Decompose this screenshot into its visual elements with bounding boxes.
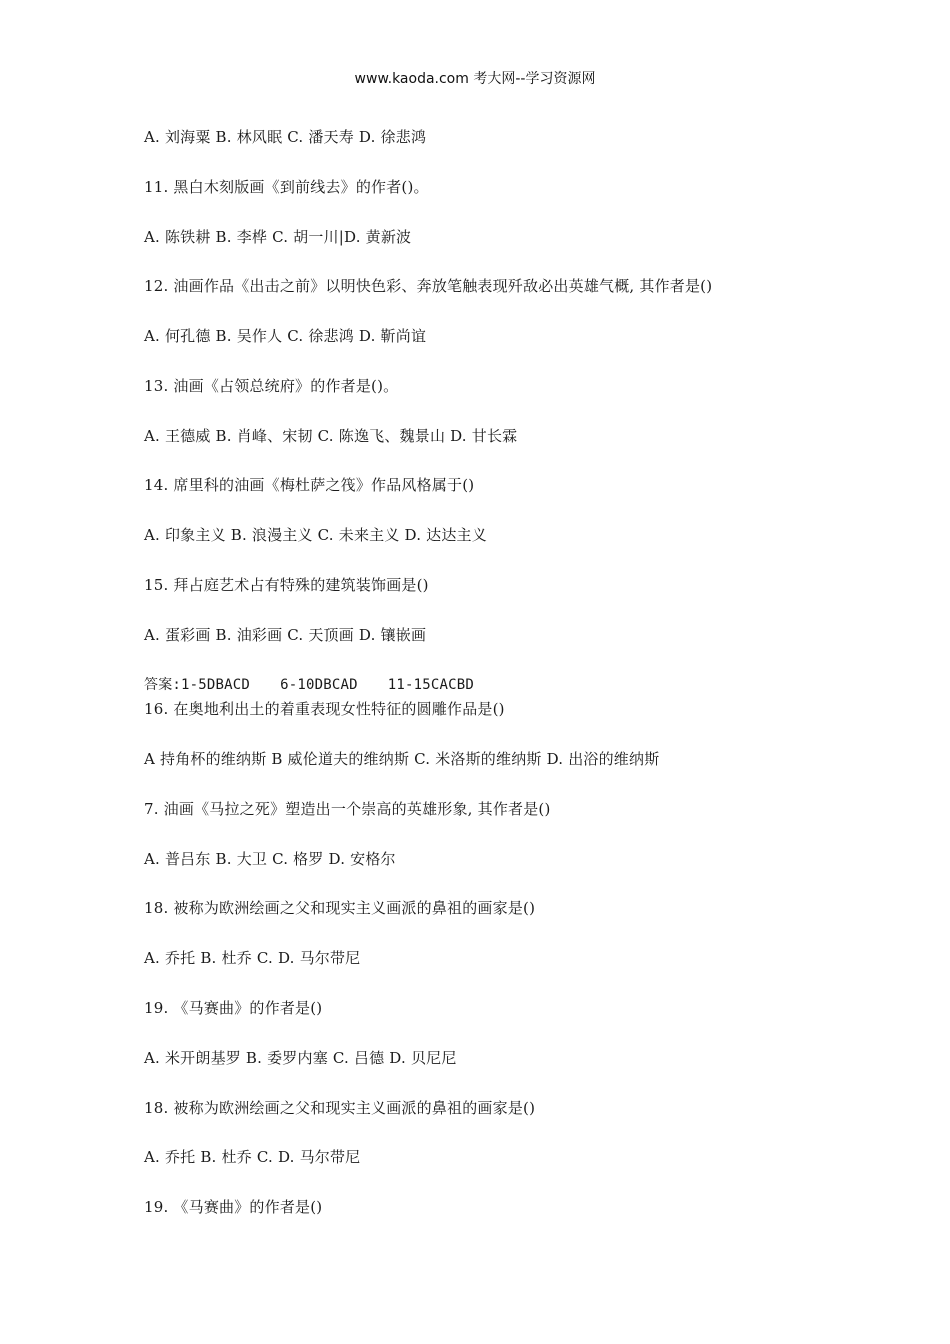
option-line: A. 普吕东 B. 大卫 C. 格罗 D. 安格尔 [144,850,396,868]
option-line: A. 王德威 B. 肖峰、宋韧 C. 陈逸飞、魏景山 D. 甘长霖 [144,427,518,445]
option-line: A 持角杯的维纳斯 B 威伦道夫的维纳斯 C. 米洛斯的维纳斯 D. 出浴的维纳斯 [144,750,660,768]
question-line: 19. 《马赛曲》的作者是() [144,1198,323,1216]
answer-group-1: 1-5DBACD [181,677,251,693]
question-line: 14. 席里科的油画《梅杜萨之筏》作品风格属于() [144,476,475,494]
option-line: A. 乔托 B. 杜乔 C. D. 马尔带尼 [144,1148,361,1166]
question-line: 13. 油画《占领总统府》的作者是()。 [144,377,399,395]
question-line: 7. 油画《马拉之死》塑造出一个崇高的英雄形象, 其作者是() [144,800,551,818]
option-line: A. 印象主义 B. 浪漫主义 C. 未来主义 D. 达达主义 [144,526,487,544]
option-line: A. 何孔德 B. 吴作人 C. 徐悲鸿 D. 靳尚谊 [144,327,427,345]
question-line: 11. 黑白木刻版画《到前线去》的作者()。 [144,178,429,196]
option-line: A. 米开朗基罗 B. 委罗内塞 C. 吕德 D. 贝尼尼 [144,1049,457,1067]
answer-group-2: 6-10DBCAD [280,677,358,693]
question-line: 16. 在奥地利出土的着重表现女性特征的圆雕作品是() [144,700,505,718]
question-line: 12. 油画作品《出击之前》以明快色彩、奔放笔触表现歼敌必出英雄气概, 其作者是() [144,277,713,295]
answer-key [144,676,474,694]
answer-group-3: 11-15CACBD [387,677,475,693]
option-line: A. 陈铁耕 B. 李桦 C. 胡一川|D. 黄新波 [144,228,412,246]
option-line: A. 刘海粟 B. 林风眠 C. 潘天寿 D. 徐悲鸿 [144,128,427,146]
option-line: A. 蛋彩画 B. 油彩画 C. 天顶画 D. 镶嵌画 [144,626,427,644]
answer-label: 答案: [144,677,182,693]
page-header: www.kaoda.com 考大网--学习资源网 [354,71,596,87]
option-line: A. 乔托 B. 杜乔 C. D. 马尔带尼 [144,949,361,967]
question-line: 19. 《马赛曲》的作者是() [144,999,323,1017]
question-line: 15. 拜占庭艺术占有特殊的建筑装饰画是() [144,576,429,594]
question-line: 18. 被称为欧洲绘画之父和现实主义画派的鼻祖的画家是() [144,899,536,917]
question-line: 18. 被称为欧洲绘画之父和现实主义画派的鼻祖的画家是() [144,1099,536,1117]
